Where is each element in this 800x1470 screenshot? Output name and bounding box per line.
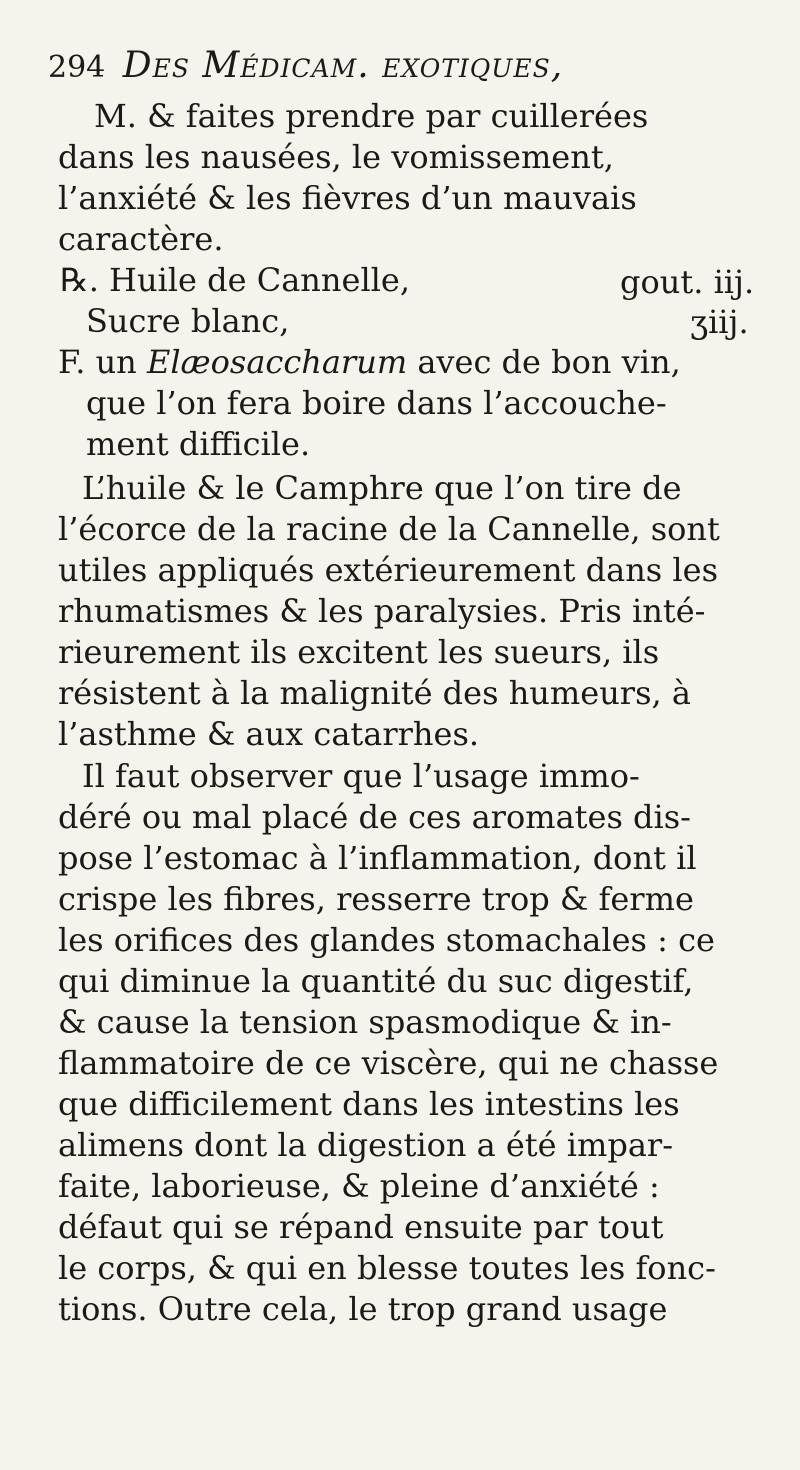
text-line: dans les nausées, le vomissement, (58, 138, 614, 176)
text-line: l’asthme & aux catarrhes. (58, 715, 480, 753)
recipe-line-2 (86, 301, 289, 341)
text-line: rhumatismes & les paralysies. Pris inté- (58, 592, 706, 630)
text-line: & cause la tension spasmodique & in- (58, 1003, 672, 1041)
recipe-symbol: ℞. (60, 261, 99, 299)
recipe-line-1 (60, 260, 410, 300)
text-line: l’anxiété & les fièvres d’un mauvais (58, 179, 637, 217)
text-line: défaut qui se répand ensuite par tout (58, 1208, 664, 1246)
latin-term: Elæosaccharum (146, 343, 408, 381)
text-line: faite, laborieuse, & pleine d’anxiété : (58, 1167, 660, 1205)
recipe-quantity: gout. iij. (620, 263, 755, 301)
text-line: que difficilement dans les intestins les (58, 1085, 680, 1123)
text-line: les orifices des glandes stomachales : ce (58, 921, 715, 959)
running-head (48, 44, 563, 90)
text-line: ment difficile. (86, 425, 311, 463)
text-line: pose l’estomac à l’inflammation, dont il (58, 839, 697, 877)
text-line: utiles appliqués extérieurement dans les (58, 551, 718, 589)
text-line: que l’on fera boire dans l’accouche- (86, 384, 667, 422)
running-title: Des Médicam. exotiques, (122, 45, 564, 86)
recipe-ingredient: Huile de Cannelle, (109, 261, 411, 299)
recipe-instruction: F. un Elæosaccharum avec de bon vin, (58, 343, 681, 381)
text-line: L’huile & le Camphre que l’on tire de (82, 469, 682, 507)
text-line: alimens dont la digestion a été impar- (58, 1126, 674, 1164)
text-line: crispe les fibres, resserre trop & ferme (58, 880, 694, 918)
page-number: 294 (48, 50, 106, 85)
text-line: tions. Outre cela, le trop grand usage (58, 1290, 668, 1328)
text-line: déré ou mal placé de ces aromates dis- (58, 798, 691, 836)
text-line: l’écorce de la racine de la Cannelle, sont (58, 510, 720, 548)
text-line: résistent à la malignité des humeurs, à (58, 674, 691, 712)
recipe-quantity: ʒiij. (690, 303, 749, 341)
text-line: rieurement ils excitent les sueurs, ils (58, 633, 660, 671)
text-line: qui diminue la quantité du suc digestif, (58, 962, 694, 1000)
recipe-ingredient: Sucre blanc, (86, 302, 290, 340)
text-line: caractère. (58, 220, 224, 258)
text-line: Il faut observer que l’usage immo- (82, 757, 640, 795)
text-line: flammatoire de ce viscère, qui ne chasse (58, 1044, 719, 1082)
text-line: le corps, & qui en blesse toutes les fonc- (58, 1249, 716, 1287)
text-line: M. & faites prendre par cuillerées (94, 97, 649, 135)
